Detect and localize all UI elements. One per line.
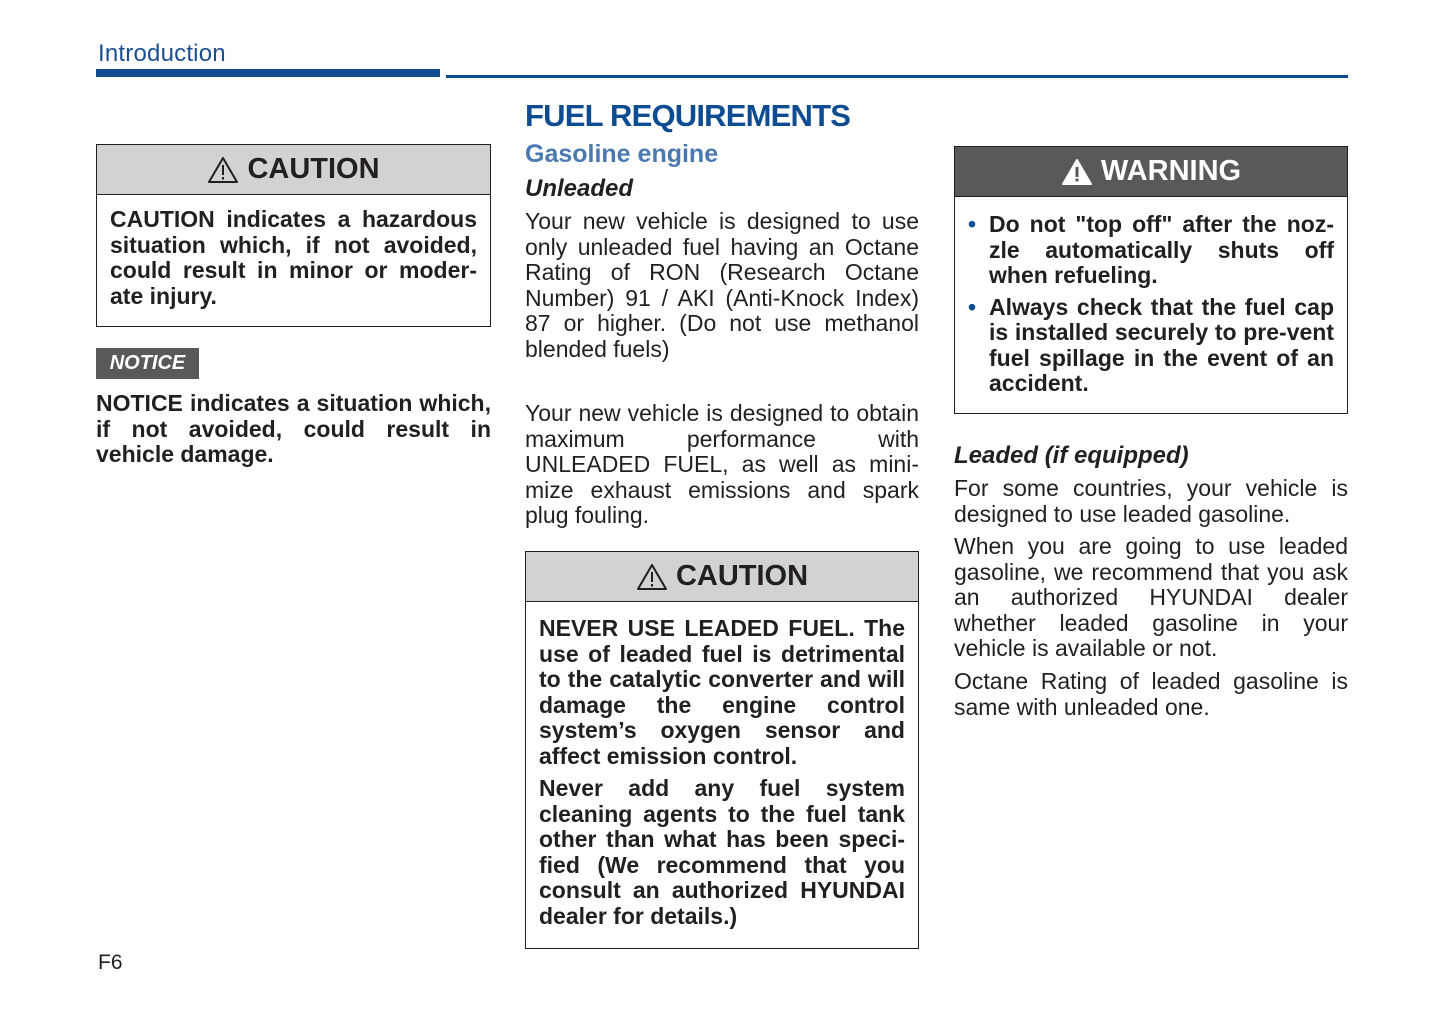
header-rule-thin: [446, 75, 1348, 78]
leaded-paragraph-2: When you are going to use leaded gasoline, we recommend that you ask an authorized HYUNDAI dealer whether leaded gasoline in your vehicle is available or not.: [954, 533, 1348, 661]
caution-box-header: [526, 552, 918, 602]
caution-box-title: CAUTION: [675, 560, 809, 592]
leaded-paragraph-1: For some countries, your vehicle is designed to use leaded gasoline.: [954, 475, 1348, 527]
warning-box-title: WARNING: [1100, 155, 1242, 187]
warning-triangle-outline-icon: [636, 563, 668, 591]
unleaded-paragraph-2: Your new vehicle is designed to obtain maximum performance with UNLEADED FUEL, as well as mini-mize exhaust emissions and spark plug fouling.: [525, 400, 919, 528]
list-item: [968, 295, 1334, 397]
warning-list: [968, 212, 1334, 397]
warning-box: [954, 146, 1348, 414]
warning-triangle-filled-icon: [1061, 158, 1093, 186]
warning-triangle-outline-icon: [207, 156, 239, 184]
caution-leaded-paragraph-1: NEVER USE LEADED FUEL. The use of leaded fuel is detrimental to the catalytic converter and will damage the engine control system’s oxygen sensor and affect emission control.: [539, 615, 905, 769]
unleaded-paragraph-1: Your new vehicle is designed to use only unleaded fuel having an Octane Rating of RON (Research Octane Number) 91 / AKI (Anti-Knock Index) 87 or higher. (Do not use methanol blended fuels): [525, 208, 919, 362]
caution-box-definition: [96, 144, 491, 327]
bullet-icon: •: [968, 211, 977, 237]
notice-definition-text: NOTICE indicates a situation which, if not avoided, could result in vehicle damage.: [96, 390, 491, 467]
caution-leaded-paragraph-2: Never add any fuel system cleaning agents to the fuel tank other than what has been speci-fied (We recommend that you consult an authorized HYUNDAI dealer for details.): [539, 775, 905, 929]
leaded-paragraph-3: Octane Rating of leaded gasoline is same with unleaded one.: [954, 668, 1348, 720]
bullet-icon: •: [968, 293, 977, 320]
page-title: FUEL REQUIREMENTS: [525, 98, 851, 133]
header-rule-thick: [96, 69, 440, 77]
warning-item-text: Do not "top off" after the noz-zle automatically shuts off when refueling.: [989, 211, 1334, 288]
caution-definition-text: CAUTION indicates a hazardous situation which, if not avoided, could result in minor or moder-ate injury.: [110, 206, 477, 309]
notice-tag: NOTICE: [96, 348, 199, 379]
caution-box-title: CAUTION: [247, 153, 380, 185]
leaded-heading: Leaded (if equipped): [954, 442, 1189, 469]
subtitle-gasoline-engine: Gasoline engine: [525, 140, 719, 168]
warning-item-text: Always check that the fuel cap is installed securely to pre-vent fuel spillage in the event of an accident.: [989, 293, 1334, 396]
unleaded-heading: Unleaded: [525, 175, 634, 202]
warning-box-header: [955, 147, 1347, 197]
list-item: [968, 212, 1334, 289]
caution-box-leaded-fuel: [525, 551, 919, 949]
caution-box-header: [97, 145, 490, 195]
page-number: F6: [98, 951, 123, 974]
section-header: Introduction: [98, 40, 226, 67]
